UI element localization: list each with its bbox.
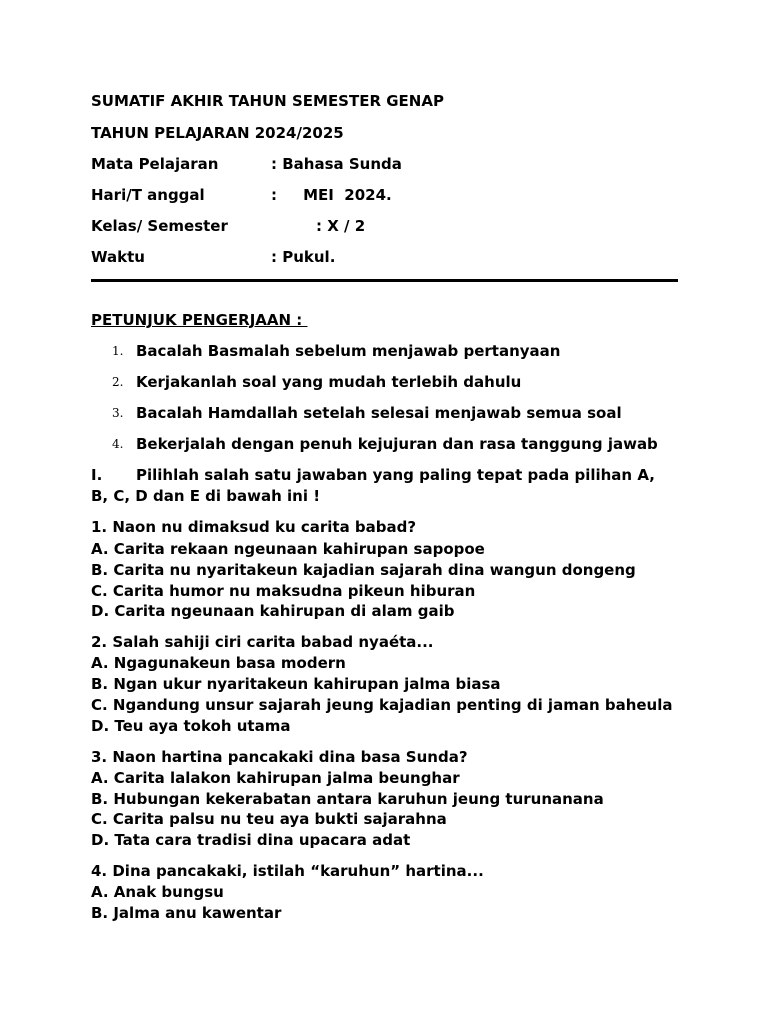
answer-option: C. Carita palsu nu teu aya bukti sajarahna: [91, 810, 447, 828]
section-text-continued: B, C, D dan E di bawah ini !: [91, 487, 321, 505]
instruction-number: 2.: [112, 375, 124, 389]
section-instruction: [0, 466, 700, 484]
answer-option: D. Teu aya tokoh utama: [91, 717, 291, 735]
question-text: 1. Naon nu dimaksud ku carita babad?: [91, 518, 417, 536]
doc-subtitle: TAHUN PELAJARAN 2024/2025: [91, 124, 344, 142]
question-text: 3. Naon hartina pancakaki dina basa Sunda?: [91, 748, 468, 766]
answer-option: A. Carita rekaan ngeunaan kahirupan sapopoe: [91, 540, 485, 558]
section-text: Pilihlah salah satu jawaban yang paling tepat pada pilihan A,: [136, 466, 655, 484]
instruction-item: [0, 435, 700, 453]
meta-label: Mata Pelajaran: [91, 155, 219, 173]
instructions-heading: PETUNJUK PENGERJAAN :: [91, 311, 308, 329]
meta-row-time: [91, 248, 691, 266]
question-text: 2. Salah sahiji ciri carita babad nyaéta...: [91, 633, 434, 651]
instruction-text: Bacalah Hamdallah setelah selesai menjawab semua soal: [136, 404, 622, 422]
answer-option: A. Carita lalakon kahirupan jalma beunghar: [91, 769, 460, 787]
instruction-number: 1.: [112, 344, 124, 358]
instruction-text: Kerjakanlah soal yang mudah terlebih dahulu: [136, 373, 522, 391]
answer-option: B. Ngan ukur nyaritakeun kahirupan jalma biasa: [91, 675, 501, 693]
answer-option: D. Tata cara tradisi dina upacara adat: [91, 831, 411, 849]
meta-row-class: [91, 217, 691, 235]
instruction-text: Bekerjalah dengan penuh kejujuran dan rasa tanggung jawab: [136, 435, 658, 453]
meta-value: : Bahasa Sunda: [271, 155, 402, 173]
meta-row-date: [91, 186, 691, 204]
answer-option: C. Carita humor nu maksudna pikeun hiburan: [91, 582, 476, 600]
answer-option: A. Ngagunakeun basa modern: [91, 654, 346, 672]
meta-label: Waktu: [91, 248, 145, 266]
meta-row-subject: [91, 155, 691, 173]
meta-label: Kelas/ Semester: [91, 217, 228, 235]
instruction-number: 4.: [112, 437, 124, 451]
meta-value: : Pukul.: [271, 248, 336, 266]
answer-option: B. Hubungan kekerabatan antara karuhun jeung turunanana: [91, 790, 604, 808]
section-number: I.: [91, 466, 103, 484]
doc-title: SUMATIF AKHIR TAHUN SEMESTER GENAP: [91, 92, 444, 110]
instruction-item: [0, 373, 700, 391]
answer-option: B. Carita nu nyaritakeun kajadian sajarah dina wangun dongeng: [91, 561, 636, 579]
answer-option: A. Anak bungsu: [91, 883, 224, 901]
instruction-item: [0, 342, 700, 360]
answer-option: D. Carita ngeunaan kahirupan di alam gaib: [91, 602, 455, 620]
header-divider: [91, 279, 678, 282]
question-text: 4. Dina pancakaki, istilah “karuhun” hartina...: [91, 862, 484, 880]
meta-value: : MEI 2024.: [271, 186, 392, 204]
instruction-number: 3.: [112, 406, 124, 420]
instruction-item: [0, 404, 700, 422]
meta-value: : X / 2: [316, 217, 366, 235]
answer-option: C. Ngandung unsur sajarah jeung kajadian penting di jaman baheula: [91, 696, 673, 714]
meta-label: Hari/T anggal: [91, 186, 205, 204]
instruction-text: Bacalah Basmalah sebelum menjawab pertanyaan: [136, 342, 561, 360]
answer-option: B. Jalma anu kawentar: [91, 904, 282, 922]
